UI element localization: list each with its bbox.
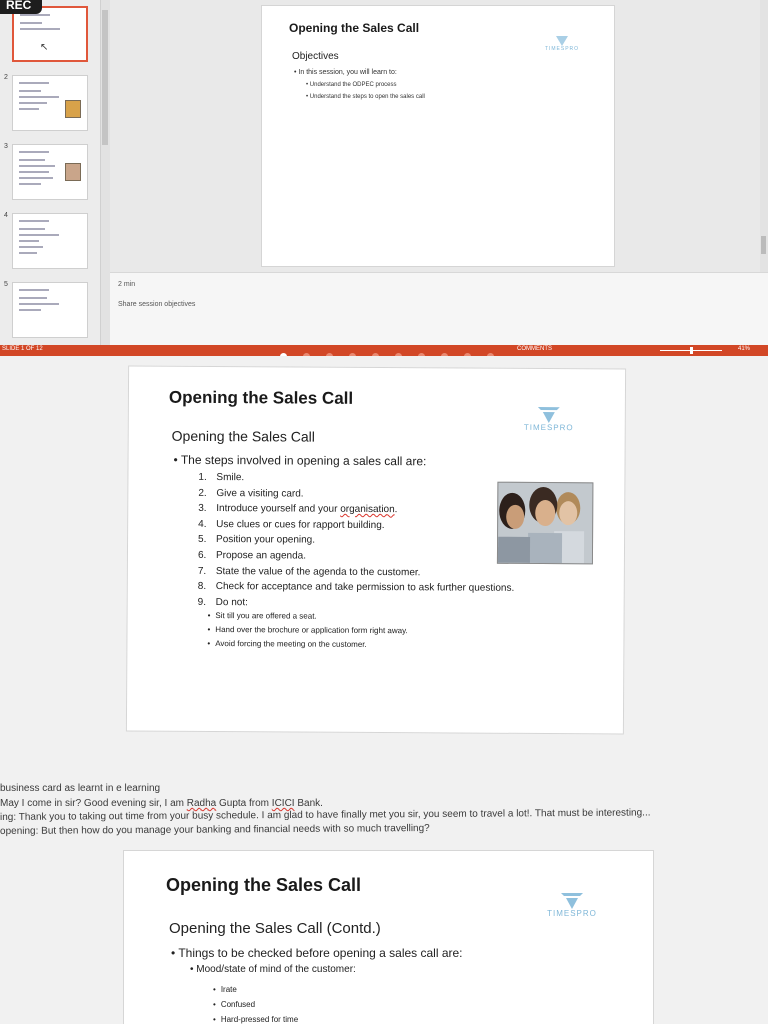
slide-contd[interactable] bbox=[123, 850, 654, 1024]
list-item: 4. Use clues or cues for rapport building. bbox=[198, 518, 385, 531]
slide-scrollbar[interactable] bbox=[760, 0, 768, 272]
slide-thumbnail-2[interactable] bbox=[12, 75, 88, 131]
timespro-logo: TIMESPRO bbox=[532, 36, 592, 52]
list-item: • Hand over the brochure or application form right away. bbox=[207, 623, 407, 638]
slide-indicator: SLIDE 1 OF 12 bbox=[2, 346, 43, 352]
customer-mood-list bbox=[213, 982, 298, 1024]
slide-thumbnail-4[interactable] bbox=[12, 213, 88, 269]
call-center-agents-image bbox=[498, 483, 592, 564]
slide-title: Opening the Sales Call bbox=[166, 875, 362, 895]
recording-badge: REC bbox=[0, 0, 42, 14]
slide-bullet: • In this session, you will learn to: bbox=[294, 69, 397, 76]
notes-line: May I come in sir? Good evening sir, I am Radha Gupta from ICICI Bank. bbox=[0, 798, 323, 809]
slide-title: Opening the Sales Call bbox=[168, 387, 354, 408]
list-item: 8. Check for acceptance and take permission to ask further questions. bbox=[197, 581, 515, 595]
notes-pane[interactable] bbox=[0, 768, 768, 840]
list-item: 2. Give a visiting card. bbox=[198, 487, 304, 500]
comments-button[interactable]: COMMENTS bbox=[517, 346, 552, 352]
slide-sub-bullet: • Understand the steps to open the sales call bbox=[306, 94, 425, 100]
slide-thumbnail-pane bbox=[0, 0, 100, 345]
thumbnail-scrollbar[interactable] bbox=[100, 0, 110, 345]
do-not-list bbox=[207, 609, 407, 652]
notes-line: ing: Thank you to taking out time from your busy schedule. I am glad to have finally met you sir, you seem to travel a lot!. That must be interesting... bbox=[0, 807, 651, 823]
notes-line: business card as learnt in e learning bbox=[0, 783, 161, 794]
timespro-logo-icon bbox=[556, 36, 568, 46]
slide-steps[interactable] bbox=[126, 365, 626, 734]
list-item: 6. Propose an agenda. bbox=[197, 549, 307, 562]
slide-subtitle: Opening the Sales Call (Contd.) bbox=[169, 920, 381, 937]
thumbnail-number: 3 bbox=[4, 143, 8, 150]
list-item: • Hard-pressed for time bbox=[213, 1012, 298, 1024]
slide-thumbnail-1[interactable] bbox=[12, 6, 88, 62]
zoom-slider-knob[interactable] bbox=[690, 347, 693, 354]
mouse-cursor-icon: ↖ bbox=[40, 42, 49, 53]
list-item: • Irate bbox=[213, 982, 298, 997]
playback-dots bbox=[280, 347, 510, 356]
thumbnail-number: 4 bbox=[4, 212, 8, 219]
slide-sub-bullet: • Understand the ODPEC process bbox=[306, 82, 397, 88]
list-item: 3. Introduce yourself and your organisation. bbox=[198, 503, 398, 516]
list-item: 7. State the value of the agenda to the customer. bbox=[197, 565, 421, 578]
steps-list bbox=[198, 470, 515, 612]
notes-line: opening: But then how do you manage your banking and financial needs with so much travelling? bbox=[0, 823, 430, 837]
notes-line: Share session objectives bbox=[118, 301, 196, 308]
slide-sub-bullet: • Mood/state of mind of the customer: bbox=[190, 964, 356, 975]
slide-thumbnail-3[interactable] bbox=[12, 144, 88, 200]
powerpoint-normal-view bbox=[0, 0, 768, 356]
timespro-logo: TIMESPRO bbox=[514, 407, 584, 432]
thumbnail-number: 5 bbox=[4, 281, 8, 288]
status-bar bbox=[0, 345, 768, 356]
call-center-photo bbox=[497, 482, 593, 565]
list-item: 5. Position your opening. bbox=[198, 534, 316, 547]
slide-view-3 bbox=[0, 840, 768, 1024]
timespro-logo-icon bbox=[561, 893, 583, 909]
notes-line: 2 min bbox=[118, 281, 136, 288]
slide-view-2 bbox=[0, 356, 768, 840]
slide-title: Opening the Sales Call bbox=[289, 21, 420, 35]
slide-1[interactable] bbox=[261, 5, 615, 267]
list-item: 9. Do not: bbox=[197, 596, 248, 608]
timespro-logo-icon bbox=[538, 407, 560, 423]
list-item: • Sit till you are offered a seat. bbox=[208, 609, 408, 624]
list-item: • Avoid forcing the meeting on the customer. bbox=[207, 637, 407, 652]
slide-subtitle: Opening the Sales Call bbox=[171, 427, 315, 445]
slide-subtitle: Objectives bbox=[292, 51, 339, 62]
list-item: 1. Smile. bbox=[198, 471, 245, 484]
zoom-level[interactable]: 41% bbox=[738, 346, 751, 352]
list-item: • Confused bbox=[213, 997, 298, 1012]
slide-thumbnail-5[interactable] bbox=[12, 282, 88, 338]
slide-lead-bullet: • Things to be checked before opening a sales call are: bbox=[171, 946, 463, 960]
timespro-logo: TIMESPRO bbox=[532, 893, 612, 918]
notes-pane[interactable] bbox=[110, 272, 768, 346]
slide-lead-bullet: • The steps involved in opening a sales call are: bbox=[174, 453, 427, 469]
thumbnail-number: 2 bbox=[4, 74, 8, 81]
